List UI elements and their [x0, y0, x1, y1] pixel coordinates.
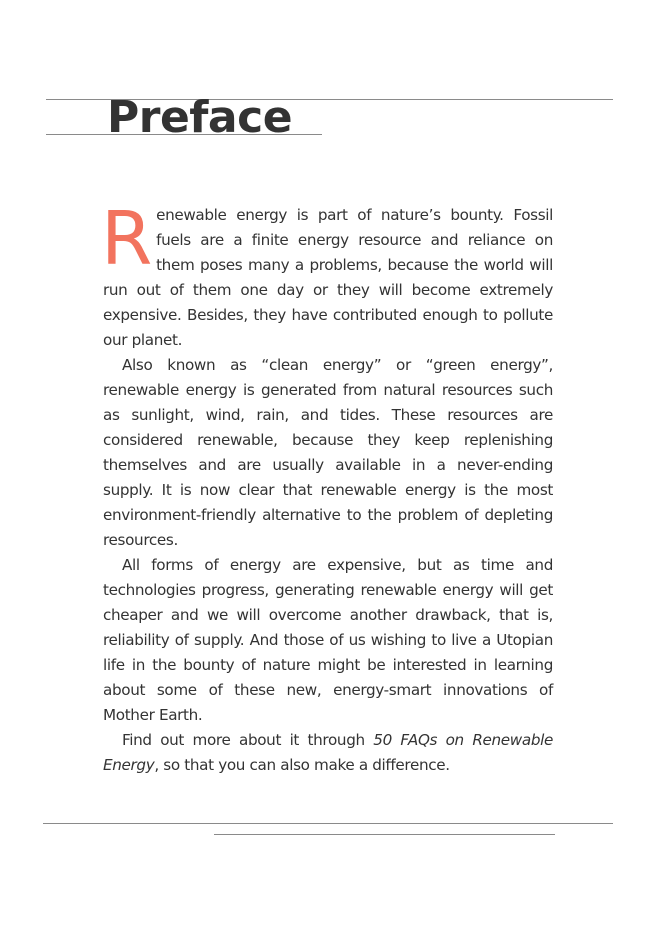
paragraph-4-tail: , so that you can also make a difference. — [154, 756, 450, 774]
footer-rule-short — [214, 834, 555, 835]
preface-body — [101, 196, 553, 778]
book-title: 50 FAQs on Renewable Energy — [103, 731, 553, 774]
paragraph-1 — [101, 196, 553, 353]
page-title: Preface — [107, 92, 293, 143]
paragraph-4 — [103, 728, 553, 778]
footer-rule — [43, 823, 613, 824]
paragraph-1-text: enewable energy is part of nature’s bounty. Fossil fuels are a finite energy resource and reliance on them poses many a problems, because the world will run out of them one day or they will become extremely expensive. Besides, they have contributed enough to pollute our planet. — [103, 206, 553, 349]
drop-cap: R — [101, 196, 153, 282]
title-underline-rule — [46, 134, 322, 135]
paragraph-3: All forms of energy are expensive, but as time and technologies progress, generating renewable energy will get cheaper and we will overcome another drawback, that is, reliability of supply. And those of us wishing to live a Utopian life in the bounty of nature might be interested in learning about some of these new, energy-smart innovations of Mother Earth. — [103, 556, 553, 724]
paragraph-4-lead: Find out more about it through — [122, 731, 374, 749]
paragraph-2: Also known as “clean energy” or “green energy”, renewable energy is generated from natural resources such as sunlight, wind, rain, and tides. These resources are considered renewable, because they keep replenishing themselves and are usually available in a never-ending supply. It is now clear that renewable energy is the most environment-friendly alternative to the problem of depleting resources. — [103, 356, 553, 549]
